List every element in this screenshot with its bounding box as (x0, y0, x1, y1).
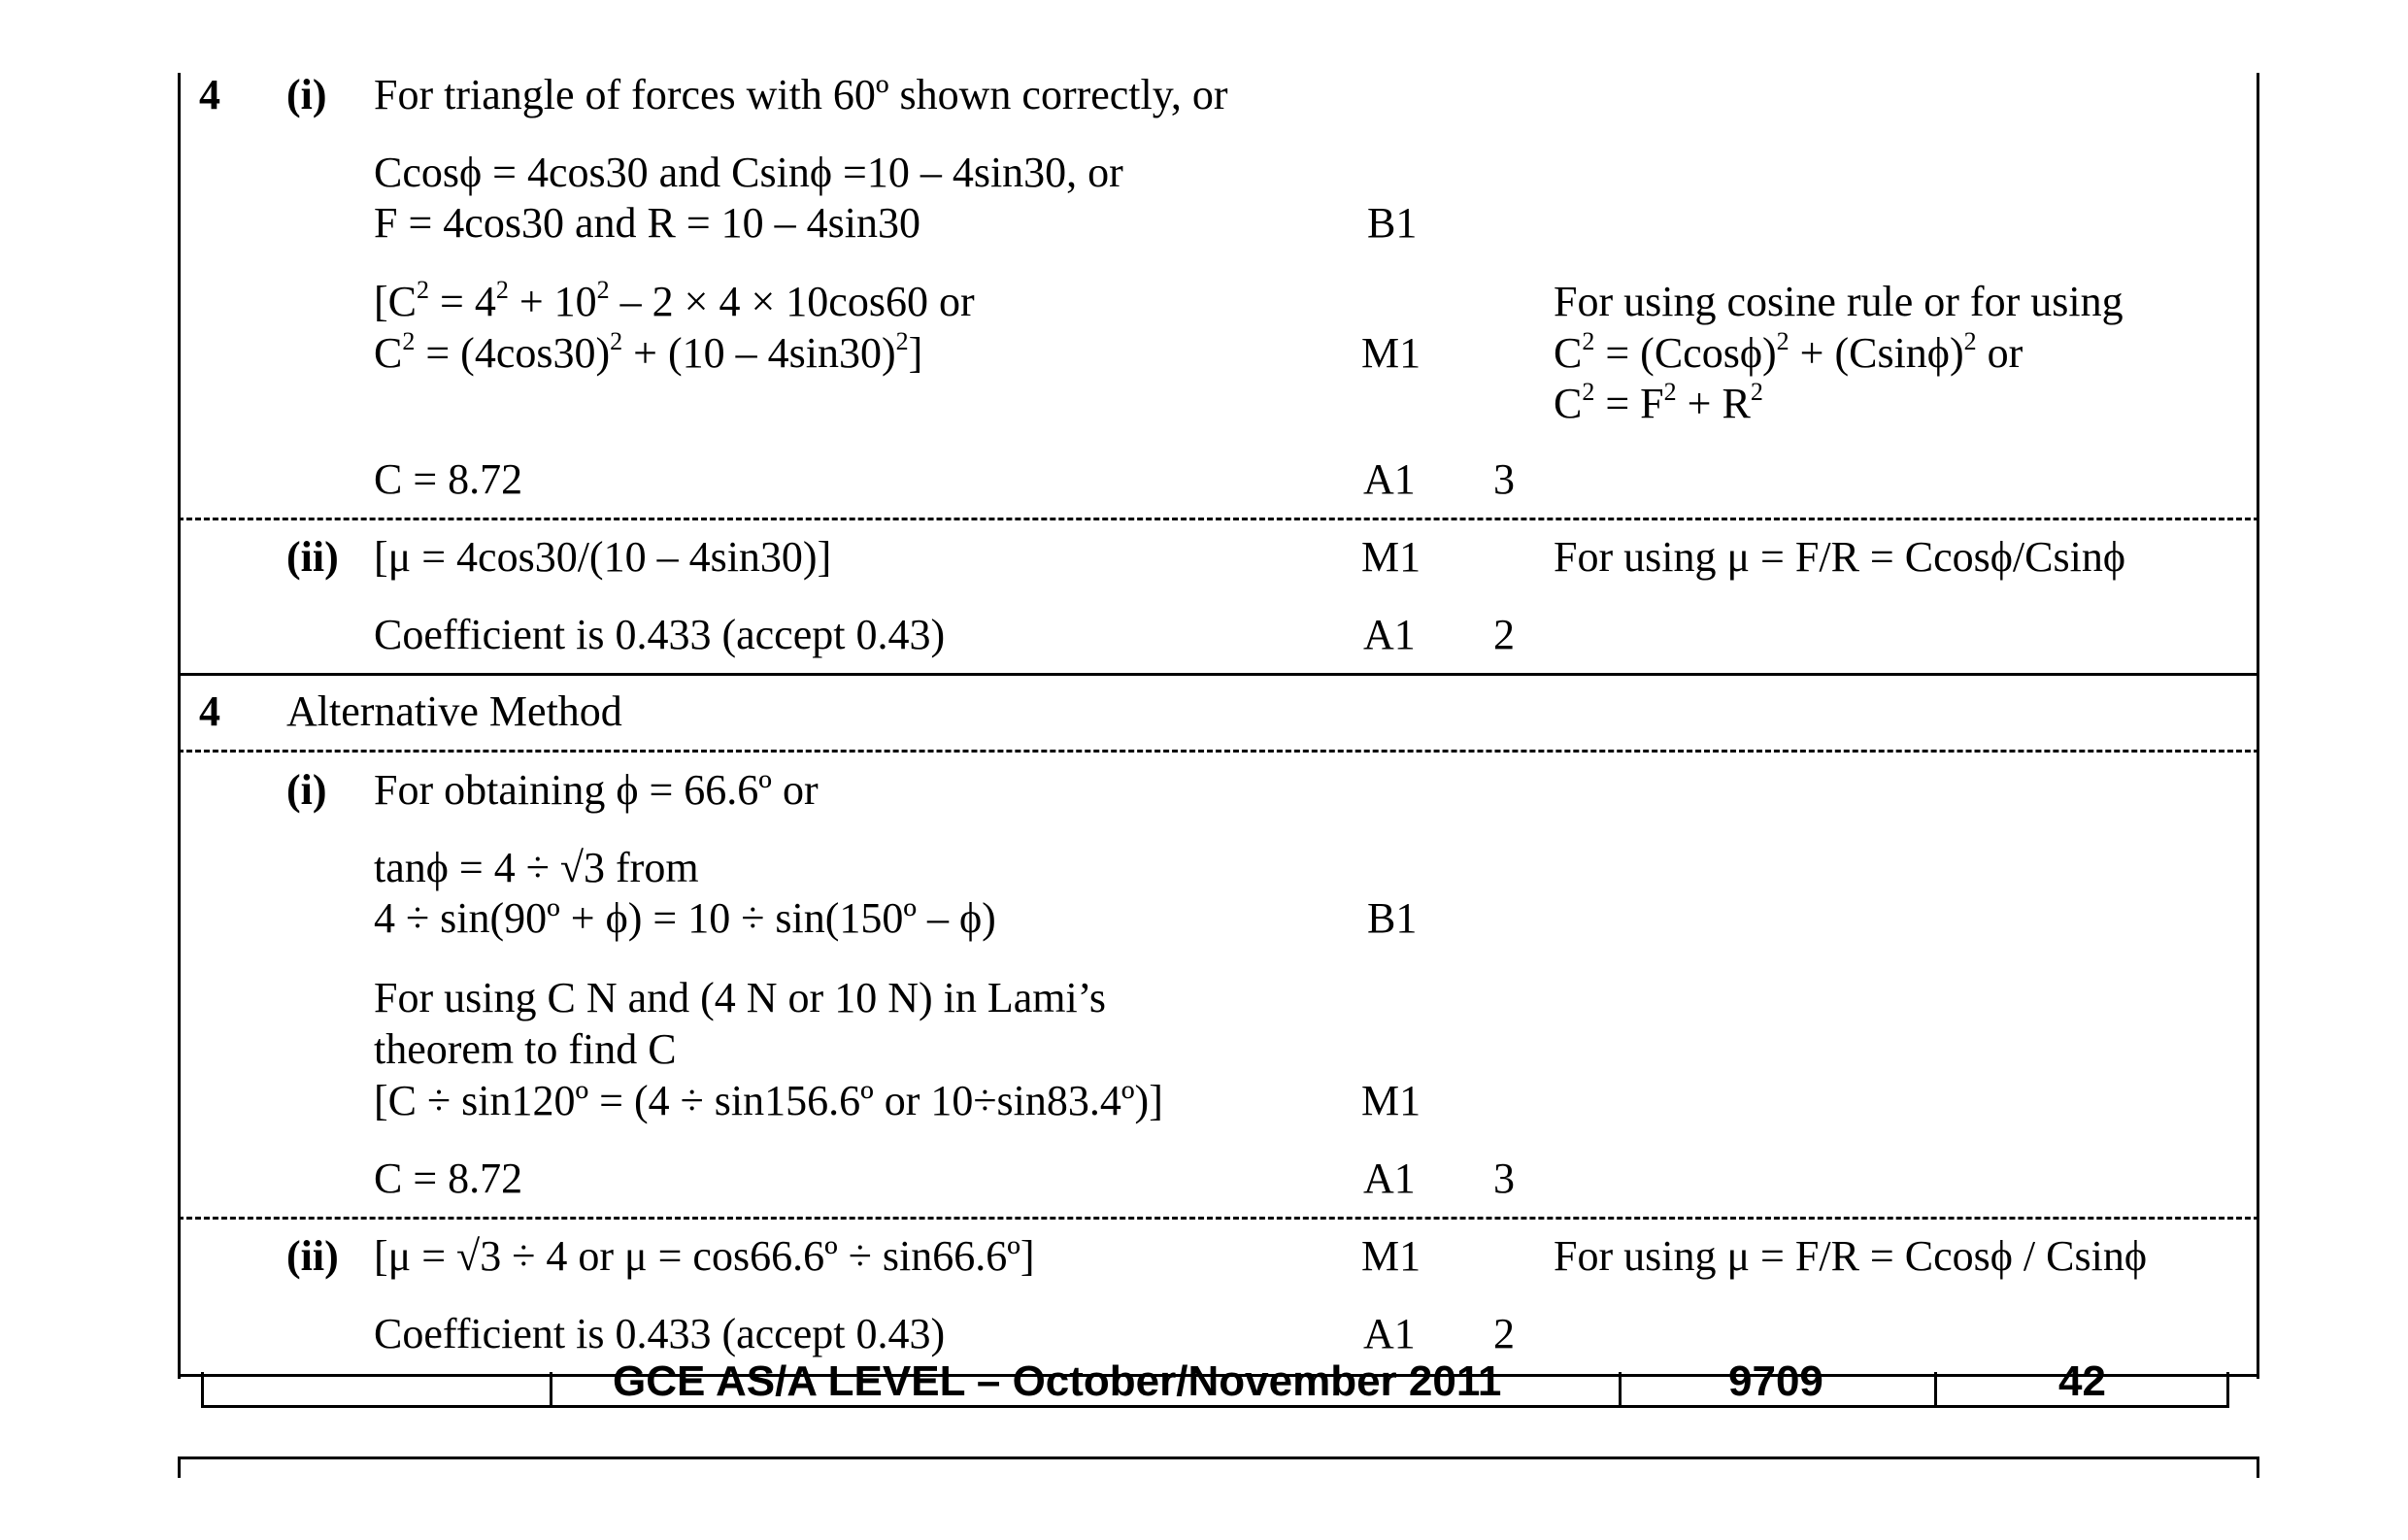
part-label: (ii) (286, 533, 339, 581)
table-left-border (178, 73, 181, 1379)
answer-line: C = 8.72 (374, 455, 523, 503)
answer-line: [μ = 4cos30/(10 – 4sin30)] (374, 533, 832, 581)
mark-code: A1 (1363, 611, 1416, 658)
mark-total: 2 (1493, 1310, 1515, 1357)
answer-line: [μ = √3 ÷ 4 or μ = cos66.6º ÷ sin66.6º] (374, 1232, 1035, 1280)
answer-line: C = 8.72 (374, 1155, 523, 1202)
divider-dashed-2 (178, 750, 2259, 753)
question-number: 4 (199, 71, 220, 118)
next-table-left-border (178, 1456, 181, 1478)
mark-total: 3 (1493, 455, 1515, 503)
next-table-right-border (2257, 1456, 2259, 1478)
answer-line: Coefficient is 0.433 (accept 0.43) (374, 611, 946, 658)
answer-line: Ccosϕ = 4cos30 and Csinϕ =10 – 4sin30, or (374, 149, 1123, 196)
mark-code: M1 (1361, 329, 1421, 377)
answer-line: F = 4cos30 and R = 10 – 4sin30 (374, 199, 920, 247)
mark-code: M1 (1361, 1232, 1421, 1280)
answer-line: For using C N and (4 N or 10 N) in Lami’s (374, 974, 1107, 1021)
guidance-note: $C^2 = (Ccos\phi)^2 + (Csin\phi)^2$ or (1554, 327, 2023, 377)
answer-line-components: $C^2 = (4\cos 30)^2 + (10 - 4\sin 30)^2$] (374, 327, 923, 377)
mark-total: 3 (1493, 1155, 1515, 1202)
mark-total: 2 (1493, 611, 1515, 658)
mark-code: M1 (1361, 533, 1421, 581)
table-right-border (2257, 73, 2259, 1379)
mark-code: M1 (1361, 1077, 1421, 1124)
guidance-note: For using μ = F/R = Ccosϕ/Csinϕ (1554, 533, 2125, 581)
mark-code: B1 (1367, 199, 1418, 247)
answer-line: 4 ÷ sin(90º + ϕ) = 10 ÷ sin(150º – ϕ) (374, 894, 996, 942)
alternative-method-title: Alternative Method (286, 687, 622, 735)
part-label: (ii) (286, 1232, 339, 1280)
mark-code: B1 (1367, 894, 1418, 942)
answer-line: Coefficient is 0.433 (accept 0.43) (374, 1310, 946, 1357)
mark-code: A1 (1363, 1310, 1416, 1357)
answer-line: For triangle of forces with 60º shown correctly, or (374, 71, 1228, 118)
footer-header-table (201, 1357, 2229, 1408)
guidance-note: For using cosine rule or for using (1554, 278, 2124, 325)
next-table-top-border (178, 1456, 2259, 1459)
paper-number: 42 (2058, 1357, 2106, 1405)
answer-line: theorem to find C (374, 1025, 677, 1073)
syllabus-code: 9709 (1728, 1357, 1823, 1405)
answer-line: For obtaining ϕ = 66.6º or (374, 766, 819, 814)
divider-dashed-1 (178, 518, 2259, 520)
answer-line: [C ÷ sin120º = (4 ÷ sin156.6º or 10÷sin83.4º)] (374, 1077, 1163, 1124)
part-label: (i) (286, 71, 327, 118)
answer-line: tanϕ = 4 ÷ √3 from (374, 844, 699, 891)
exam-title: GCE AS/A LEVEL – October/November 2011 (613, 1357, 1502, 1405)
divider-dashed-3 (178, 1217, 2259, 1220)
question-number: 4 (199, 687, 220, 735)
divider-solid-1 (178, 673, 2259, 676)
mark-code: A1 (1363, 455, 1416, 503)
mark-code: A1 (1363, 1155, 1416, 1202)
guidance-note: $C^2 = F^2 + R^2$ (1554, 378, 1763, 427)
answer-line-cosine-rule: [$C^2 = 4^2 + 10^2 - 2 \times 4 \times 10\cos 60$ or (374, 276, 975, 325)
guidance-note: For using μ = F/R = Ccosϕ / Csinϕ (1554, 1232, 2147, 1280)
part-label: (i) (286, 766, 327, 814)
